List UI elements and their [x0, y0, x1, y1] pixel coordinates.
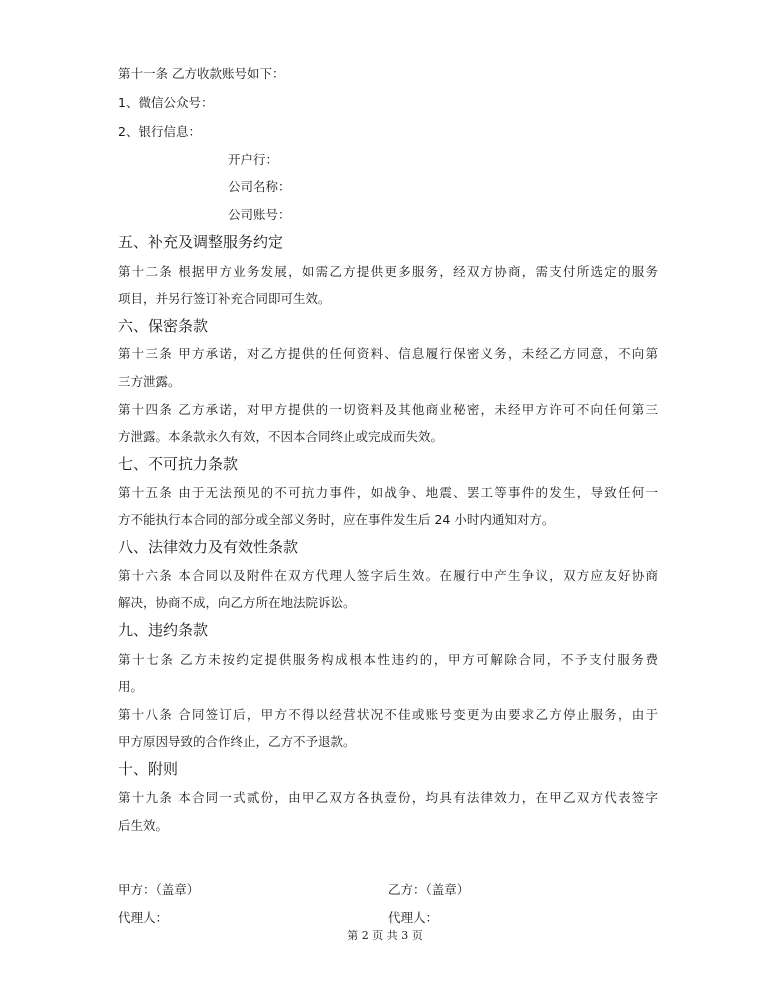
- page-number-footer: 第 2 页 共 3 页: [347, 929, 423, 942]
- section-8-heading: 八、法律效力及有效性条款: [118, 538, 299, 556]
- article-13-line-1: 第十三条 甲方承诺，对乙方提供的任何资料、信息履行保密义务，未经乙方同意，不向第: [118, 346, 658, 361]
- company-name-label: 公司名称：: [228, 179, 291, 194]
- section-6-heading: 六、保密条款: [118, 317, 209, 335]
- article-12-line-2: 项目，并另行签订补充合同即可生效。: [118, 291, 331, 306]
- article-15-line-1: 第十五条 由于无法预见的不可抗力事件，如战争、地震、罢工等事件的发生，导致任何一: [118, 485, 658, 500]
- article-12-line-1: 第十二条 根据甲方业务发展，如需乙方提供更多服务，经双方协商，需支付所选定的服务: [118, 264, 658, 279]
- article-16-line-2: 解决，协商不成，向乙方所在地法院诉讼。: [118, 595, 356, 610]
- article-18-line-2: 甲方原因导致的合作终止，乙方不予退款。: [118, 734, 356, 749]
- article-13-line-2: 三方泄露。: [118, 374, 181, 389]
- article-15-line-2: 方不能执行本合同的部分或全部义务时，应在事件发生后 24 小时内通知对方。: [118, 512, 555, 527]
- wechat-account-label: 1、微信公众号：: [118, 95, 214, 110]
- article-14-line-2: 方泄露。本条款永久有效，不因本合同终止或完成而失效。: [118, 429, 444, 444]
- party-a-seal: 甲方：（盖章）: [118, 882, 200, 897]
- article-11-title: 第十一条 乙方收款账号如下：: [118, 66, 285, 81]
- article-17-line-1: 第十七条 乙方未按约定提供服务构成根本性违约的，甲方可解除合同，不予支付服务费: [118, 652, 658, 667]
- party-a-agent: 代理人：: [118, 910, 169, 925]
- party-b-seal: 乙方：（盖章）: [388, 882, 470, 897]
- section-10-heading: 十、附则: [118, 760, 179, 778]
- bank-info-label: 2、银行信息：: [118, 124, 201, 139]
- article-16-line-1: 第十六条 本合同以及附件在双方代理人签字后生效。在履行中产生争议，双方应友好协商: [118, 568, 658, 583]
- section-5-heading: 五、补充及调整服务约定: [118, 233, 284, 251]
- company-account-label: 公司账号：: [228, 207, 291, 222]
- article-14-line-1: 第十四条 乙方承诺，对甲方提供的一切资料及其他商业秘密，未经甲方许可不向任何第三: [118, 402, 658, 417]
- section-7-heading: 七、不可抗力条款: [118, 455, 239, 473]
- article-19-line-1: 第十九条 本合同一式贰份，由甲乙双方各执壹份，均具有法律效力，在甲乙双方代表签字: [118, 790, 658, 805]
- article-19-line-2: 后生效。: [118, 818, 169, 833]
- article-18-line-1: 第十八条 合同签订后，甲方不得以经营状况不佳或账号变更为由要求乙方停止服务，由于: [118, 707, 658, 722]
- article-17-line-2: 用。: [118, 679, 144, 694]
- bank-name-label: 开户行：: [228, 152, 279, 167]
- section-9-heading: 九、违约条款: [118, 621, 209, 639]
- party-b-agent: 代理人：: [388, 910, 439, 925]
